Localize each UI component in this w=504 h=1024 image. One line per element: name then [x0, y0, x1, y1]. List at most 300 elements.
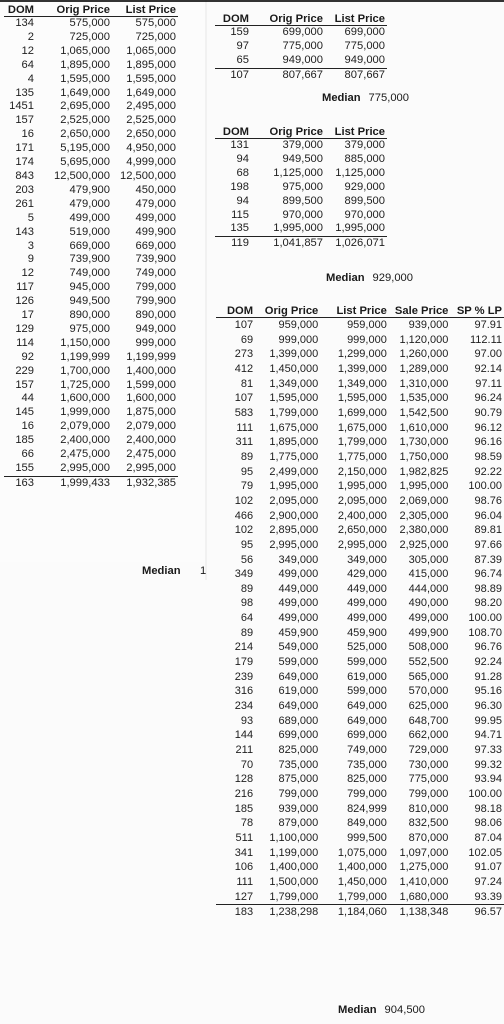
table-cell: 349 [234, 568, 254, 581]
average-row [216, 905, 504, 920]
table-cell: 2,650,000 [337, 524, 387, 537]
table-cell: 575,000 [135, 17, 176, 29]
table-cell: 126 [15, 295, 34, 308]
table-cell: 107 [234, 319, 254, 331]
table-row [216, 714, 504, 729]
table-row [4, 100, 178, 114]
table-cell: 349,000 [347, 553, 387, 566]
table-cell: 97.24 [474, 875, 502, 888]
table-cell: 1,400,000 [126, 364, 176, 377]
table-cell: 949,000 [344, 53, 385, 66]
table-cell: 155 [15, 462, 34, 474]
table-cell: 890,000 [69, 309, 110, 322]
table-cell: 159 [230, 26, 249, 38]
table-row [216, 890, 504, 905]
table-row [4, 59, 178, 73]
column-header: Sale Price [389, 305, 451, 318]
table-cell: 214 [234, 641, 254, 654]
table-cell: 729,000 [408, 744, 449, 757]
table-cell: 87.39 [474, 553, 502, 566]
table-row [216, 509, 504, 524]
table-cell: 1,649,000 [126, 86, 176, 99]
table-cell: 379,000 [344, 139, 385, 151]
table-cell: 1,995,000 [335, 222, 385, 235]
table-cell: 98.06 [474, 817, 502, 830]
table-row [4, 240, 178, 254]
table-header-row [216, 305, 504, 318]
table-cell: 799,000 [408, 788, 449, 800]
table-cell: 1,595,000 [60, 72, 110, 85]
table-cell: 739,900 [135, 253, 176, 266]
median-value: 929,000 [372, 272, 413, 284]
table-cell: 565,000 [408, 670, 449, 683]
table-cell: 1,982,825 [399, 465, 449, 478]
table-cell: 999,000 [135, 336, 176, 349]
price-table-3 [215, 126, 387, 251]
table-cell: 95 [240, 465, 254, 478]
table-cell: 1,600,000 [126, 392, 176, 405]
median-label: Median [142, 565, 181, 577]
table-cell: 1,500,000 [269, 875, 319, 888]
table-cell: 4 [27, 72, 34, 85]
table-cell: 525,000 [347, 641, 387, 654]
table-cell: 999,500 [347, 831, 387, 844]
table-cell: 89 [240, 582, 254, 595]
table-row [4, 114, 178, 128]
table-cell: 1,600,000 [60, 392, 110, 405]
table-cell: 16 [21, 420, 34, 433]
table-row [216, 670, 504, 685]
table-cell: 1,450,000 [337, 875, 387, 888]
table-cell: 112.11 [469, 333, 502, 346]
table-cell: 810,000 [408, 802, 449, 815]
table-cell: 749,000 [347, 744, 387, 757]
table-cell: 66 [21, 448, 34, 461]
table-cell: 1,310,000 [399, 377, 449, 390]
table-cell: 81 [240, 377, 254, 390]
table-header-row [4, 4, 178, 17]
table-cell: 135 [230, 222, 249, 235]
table-cell: 94 [236, 194, 249, 207]
table-cell: 111 [236, 875, 254, 888]
table-cell: 2,995,000 [337, 538, 387, 551]
table-cell: 12 [21, 267, 34, 280]
table-cell: 959,000 [278, 319, 319, 331]
table-cell: 2,095,000 [337, 494, 387, 507]
average-row [4, 476, 178, 490]
column-header: List Price [320, 305, 389, 318]
table-cell: 499,900 [135, 225, 176, 238]
table-row [216, 333, 504, 348]
table-cell: 98.18 [474, 802, 502, 815]
table-cell: 1,995,000 [399, 480, 449, 493]
table-row [4, 170, 178, 184]
table-cell: 2,925,000 [399, 538, 449, 551]
table-cell: 725,000 [135, 30, 176, 43]
table-cell: 975,000 [69, 322, 110, 335]
table-cell: 56 [240, 553, 254, 566]
table-cell: 234 [234, 700, 254, 713]
table-row [216, 802, 504, 817]
table-cell: 775,000 [408, 773, 449, 786]
table-row [215, 40, 387, 54]
median-value: 775,000 [368, 92, 409, 104]
table-cell: 92.22 [474, 465, 502, 478]
table-cell: 1,535,000 [399, 392, 449, 405]
table-cell: 775,000 [282, 39, 323, 52]
table-cell: 79 [240, 480, 254, 493]
table-cell: 1,289,000 [399, 362, 449, 375]
table-row [216, 538, 504, 553]
table-row [216, 860, 504, 875]
average-cell: 119 [215, 237, 251, 251]
table-cell: 179 [234, 656, 254, 669]
table-cell: 17 [21, 309, 34, 322]
table-cell: 459,900 [278, 626, 319, 639]
table-cell: 444,000 [408, 582, 449, 595]
table-cell: 1,995,000 [269, 480, 319, 493]
table-cell: 203 [15, 183, 34, 196]
table-cell: 949,000 [135, 322, 176, 335]
table-cell: 999,000 [347, 333, 387, 346]
column-header: Orig Price [251, 126, 325, 139]
table-cell: 144 [234, 729, 254, 742]
table-cell: 64 [240, 612, 254, 625]
table-cell: 96.76 [474, 641, 502, 654]
table-row [216, 523, 504, 538]
table-cell: 649,000 [347, 714, 387, 727]
table-row [216, 772, 504, 787]
median-row-sales-table [338, 1004, 425, 1016]
table-cell: 107 [234, 392, 254, 405]
table-cell: 749,000 [69, 267, 110, 280]
table-cell: 662,000 [408, 729, 449, 742]
average-cell: 807,667 [325, 68, 387, 82]
table-cell: 70 [240, 758, 254, 771]
table-cell: 648,700 [408, 714, 449, 727]
table-cell: 128 [234, 773, 254, 786]
average-cell: 1,041,857 [251, 237, 325, 251]
table-cell: 1,410,000 [399, 875, 449, 888]
table-cell: 102 [234, 524, 254, 537]
table-row [4, 73, 178, 87]
paper-strip-shadow [205, 0, 207, 580]
table-cell: 429,000 [347, 568, 387, 581]
table-cell: 699,000 [344, 26, 385, 38]
column-header: Orig Price [36, 4, 112, 17]
column-header: DOM [215, 13, 251, 26]
table-cell: 97.33 [474, 744, 502, 757]
table-cell: 575,000 [69, 17, 110, 29]
table-cell: 2,475,000 [126, 448, 176, 461]
table-cell: 1,400,000 [337, 861, 387, 874]
table-row [4, 337, 178, 351]
table-row [216, 596, 504, 611]
table-cell: 1,799,000 [269, 890, 319, 903]
table-cell: 64 [21, 58, 34, 71]
average-cell: 107 [215, 68, 251, 82]
table-row [216, 684, 504, 699]
table-cell: 669,000 [69, 239, 110, 252]
table-row [216, 377, 504, 392]
table-row [4, 184, 178, 198]
table-cell: 349,000 [278, 553, 319, 566]
table-cell: 100.00 [468, 612, 502, 625]
table-cell: 96.04 [474, 509, 502, 522]
table-cell: 1,399,000 [269, 348, 319, 361]
table-cell: 1,199,999 [60, 350, 110, 363]
table-cell: 2,650,000 [126, 128, 176, 141]
table-cell: 92.24 [474, 656, 502, 669]
table-row [216, 743, 504, 758]
table-cell: 2,095,000 [269, 494, 319, 507]
column-header: Orig Price [255, 305, 320, 318]
table-cell: 1,995,000 [337, 480, 387, 493]
table-cell: 92.14 [474, 362, 502, 375]
table-row [216, 347, 504, 362]
table-row [216, 567, 504, 582]
table-row [216, 626, 504, 641]
table-cell: 4,999,000 [126, 156, 176, 169]
table-cell: 450,000 [135, 183, 176, 196]
column-header: List Price [325, 13, 387, 26]
table-cell: 2,900,000 [269, 509, 319, 522]
table-cell: 2,995,000 [269, 538, 319, 551]
table-row [4, 128, 178, 142]
table-cell: 825,000 [278, 744, 319, 757]
median-row-table-1 [142, 565, 181, 577]
table-cell: 1,400,000 [269, 861, 319, 874]
table-cell: 1451 [9, 100, 34, 113]
median-row-table-2 [322, 92, 409, 104]
table-cell: 4,950,000 [126, 142, 176, 155]
table-row [216, 553, 504, 568]
table-cell: 499,000 [347, 597, 387, 610]
table-cell: 106 [234, 861, 254, 874]
table-cell: 619,000 [278, 685, 319, 698]
table-cell: 735,000 [278, 758, 319, 771]
table-cell: 9 [27, 253, 34, 266]
table-cell: 1,595,000 [269, 392, 319, 405]
table-cell: 1,349,000 [337, 377, 387, 390]
table-cell: 599,000 [278, 656, 319, 669]
table-cell: 599,000 [347, 656, 387, 669]
table-cell: 499,000 [278, 597, 319, 610]
column-header: SP % LP [450, 305, 504, 318]
median-row-table-3 [326, 272, 413, 284]
table-cell: 1,675,000 [269, 421, 319, 434]
table-row [215, 54, 387, 68]
table-cell: 65 [236, 53, 249, 66]
table-row [4, 87, 178, 101]
table-cell: 3 [27, 239, 34, 252]
table-row [4, 351, 178, 365]
table-row [4, 379, 178, 393]
table-row [4, 31, 178, 45]
column-header: List Price [325, 126, 387, 139]
table-cell: 879,000 [278, 817, 319, 830]
table-cell: 93.39 [474, 890, 502, 903]
table-cell: 825,000 [347, 773, 387, 786]
table-cell: 499,000 [408, 612, 449, 625]
table-cell: 499,000 [278, 568, 319, 581]
table-cell: 89 [240, 450, 254, 463]
median-label: Median [338, 1004, 377, 1016]
table-cell: 99.95 [474, 714, 502, 727]
table-cell: 12 [21, 44, 34, 57]
table-cell: 99.32 [474, 758, 502, 771]
table-cell: 316 [234, 685, 254, 698]
table-cell: 102.05 [468, 846, 502, 859]
table-cell: 1,700,000 [60, 364, 110, 377]
table-cell: 91.28 [474, 670, 502, 683]
table-cell: 1,725,000 [60, 378, 110, 391]
table-cell: 945,000 [69, 281, 110, 294]
table-cell: 1,299,000 [337, 348, 387, 361]
table-cell: 649,000 [278, 700, 319, 713]
table-cell: 143 [15, 225, 34, 238]
table-cell: 570,000 [408, 685, 449, 698]
column-header: DOM [215, 126, 251, 139]
table-cell: 174 [15, 156, 34, 169]
table-cell: 2 [27, 30, 34, 43]
table-row [4, 434, 178, 448]
table-cell: 98.20 [474, 597, 502, 610]
table-cell: 939,000 [408, 319, 449, 331]
table-row [215, 209, 387, 223]
table-cell: 459,900 [347, 626, 387, 639]
table-cell: 519,000 [69, 225, 110, 238]
table-cell: 730,000 [408, 758, 449, 771]
table-cell: 775,000 [344, 39, 385, 52]
table-cell: 93 [240, 714, 254, 727]
table-cell: 2,400,000 [337, 509, 387, 522]
table-cell: 305,000 [408, 553, 449, 566]
table-cell: 508,000 [408, 641, 449, 654]
table-cell: 89 [240, 626, 254, 639]
table-cell: 1,995,000 [273, 222, 323, 235]
table-cell: 211 [235, 744, 254, 757]
median-label: Median [326, 272, 365, 284]
table-cell: 96.16 [474, 436, 502, 449]
table-row [216, 421, 504, 436]
table-cell: 97.11 [475, 377, 502, 390]
table-row [216, 450, 504, 465]
table-cell: 899,500 [344, 194, 385, 207]
table-row [4, 406, 178, 420]
table-cell: 1,730,000 [399, 436, 449, 449]
table-cell: 1,120,000 [399, 333, 449, 346]
table-cell: 78 [240, 817, 254, 830]
table-cell: 157 [15, 378, 34, 391]
price-table-1 [4, 4, 178, 491]
table-row [216, 391, 504, 406]
table-row [216, 406, 504, 421]
table-cell: 699,000 [282, 26, 323, 38]
table-cell: 98.76 [474, 494, 502, 507]
table-cell: 134 [15, 17, 34, 29]
table-cell: 2,995,000 [126, 462, 176, 474]
table-cell: 90.79 [474, 406, 502, 419]
table-row [216, 787, 504, 802]
table-row [4, 281, 178, 295]
table-cell: 799,000 [278, 788, 319, 800]
table-cell: 2,495,000 [126, 100, 176, 113]
table-cell: 970,000 [282, 208, 323, 221]
table-cell: 479,900 [69, 183, 110, 196]
table-cell: 1,799,000 [269, 406, 319, 419]
table-cell: 114 [16, 336, 34, 349]
table-row [4, 323, 178, 337]
table-row [216, 655, 504, 670]
table-cell: 939,000 [278, 802, 319, 815]
table-cell: 699,000 [278, 729, 319, 742]
median-label: Median [322, 92, 361, 104]
table-cell: 552,500 [408, 656, 449, 669]
table-cell: 2,895,000 [269, 524, 319, 537]
table-row [4, 462, 178, 476]
table-cell: 1,799,000 [337, 436, 387, 449]
table-cell: 1,065,000 [60, 44, 110, 57]
table-row [216, 816, 504, 831]
table-cell: 2,695,000 [60, 100, 110, 113]
table-cell: 959,000 [347, 319, 387, 331]
table-cell: 970,000 [344, 208, 385, 221]
table-cell: 1,065,000 [126, 44, 176, 57]
median-value: 904,500 [384, 1004, 425, 1016]
table-row [216, 318, 504, 333]
table-cell: 98.89 [474, 582, 502, 595]
table-row [216, 611, 504, 626]
table-cell: 843 [15, 169, 34, 182]
table-row [216, 582, 504, 597]
table-cell: 549,000 [278, 641, 319, 654]
table-row [216, 758, 504, 773]
table-cell: 129 [15, 322, 34, 335]
table-cell: 1,680,000 [399, 890, 449, 903]
average-cell: 807,667 [251, 68, 325, 82]
table-cell: 95 [240, 538, 254, 551]
table-cell: 490,000 [408, 597, 449, 610]
table-row [216, 494, 504, 509]
table-cell: 1,199,999 [126, 350, 176, 363]
table-header-row [215, 13, 387, 26]
table-cell: 511 [235, 831, 254, 844]
table-cell: 649,000 [278, 670, 319, 683]
table-cell: 131 [230, 139, 249, 151]
table-cell: 1,075,000 [337, 846, 387, 859]
table-row [4, 295, 178, 309]
table-cell: 216 [234, 788, 254, 800]
average-cell: 1,026,071 [325, 237, 387, 251]
average-cell: 96.57 [450, 905, 504, 920]
table-row [216, 479, 504, 494]
table-cell: 499,900 [408, 626, 449, 639]
table-row [4, 309, 178, 323]
table-cell: 1,100,000 [269, 831, 319, 844]
column-header: Orig Price [251, 13, 325, 26]
table-cell: 1,399,000 [337, 362, 387, 375]
table-cell: 229 [15, 364, 34, 377]
table-cell: 1,275,000 [399, 861, 449, 874]
table-cell: 97.91 [474, 319, 502, 331]
table-cell: 97.00 [474, 348, 502, 361]
table-cell: 2,069,000 [399, 494, 449, 507]
table-cell: 1,750,000 [399, 450, 449, 463]
table-cell: 341 [234, 846, 254, 859]
table-cell: 69 [240, 333, 254, 346]
table-cell: 111 [236, 421, 254, 434]
